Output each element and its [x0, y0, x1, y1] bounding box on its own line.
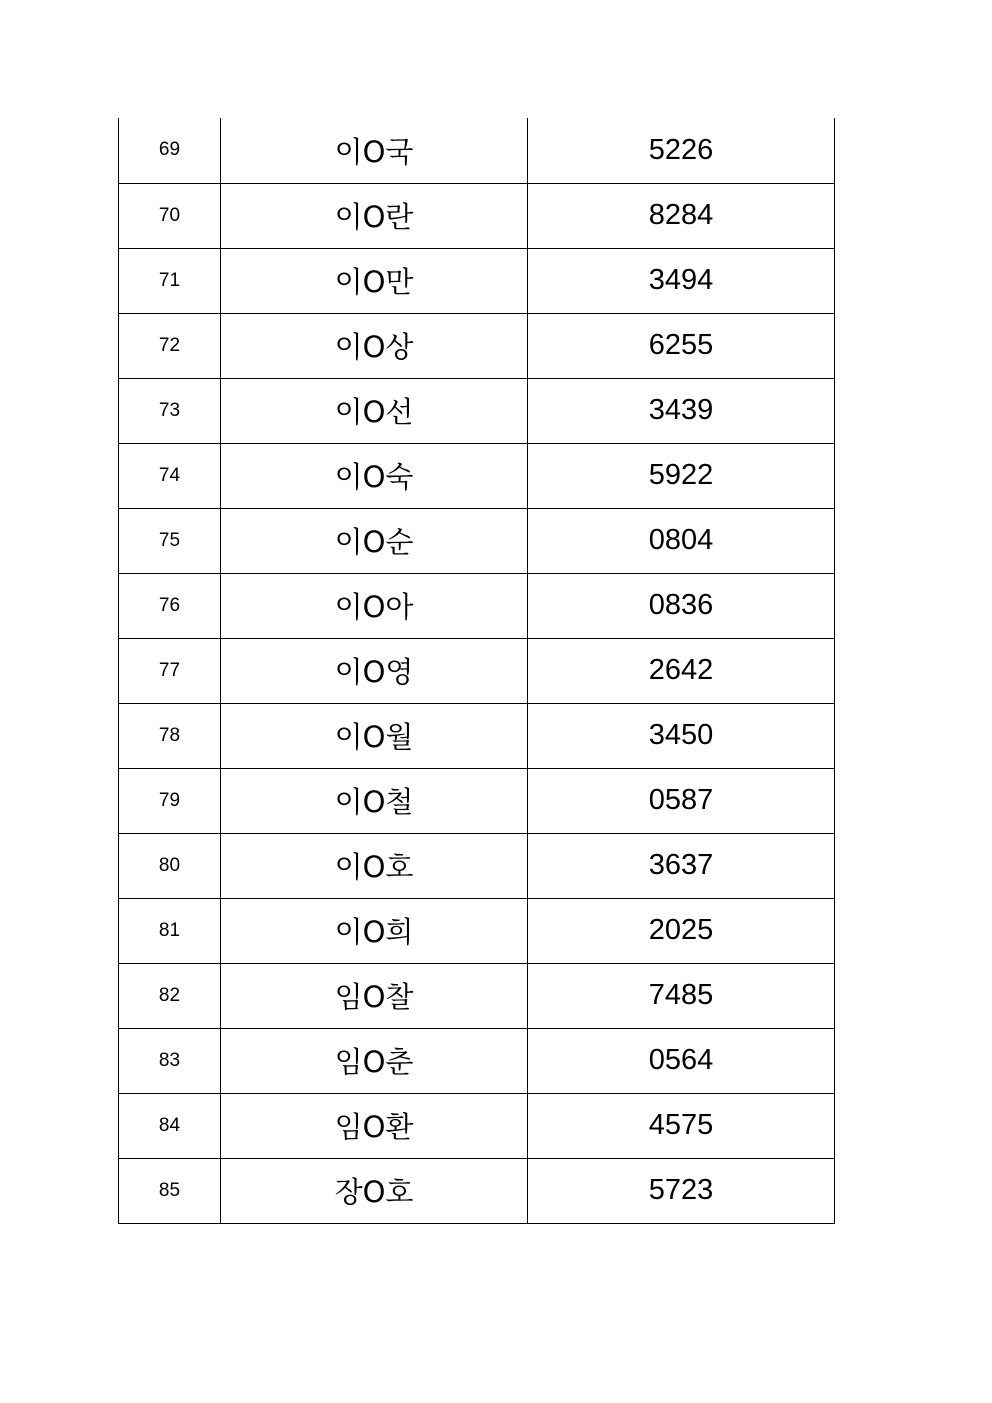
table-row — [119, 573, 835, 638]
masked-name: 이O선 — [221, 378, 528, 443]
table-row — [119, 378, 835, 443]
table-row — [119, 183, 835, 248]
id-code: 5226 — [528, 118, 835, 183]
masked-name: 이O영 — [221, 638, 528, 703]
masked-name: 임O환 — [221, 1093, 528, 1158]
masked-name: 이O순 — [221, 508, 528, 573]
row-number: 83 — [119, 1028, 221, 1093]
masked-name: 이O숙 — [221, 443, 528, 508]
id-code: 0564 — [528, 1028, 835, 1093]
table-row — [119, 1028, 835, 1093]
row-number: 82 — [119, 963, 221, 1028]
table-row — [119, 703, 835, 768]
id-code: 3439 — [528, 378, 835, 443]
masked-name: 이O아 — [221, 573, 528, 638]
masked-name: 임O춘 — [221, 1028, 528, 1093]
id-code: 5723 — [528, 1158, 835, 1223]
table-row — [119, 1158, 835, 1223]
id-code: 5922 — [528, 443, 835, 508]
id-code: 3450 — [528, 703, 835, 768]
table-row — [119, 118, 835, 183]
row-number: 80 — [119, 833, 221, 898]
masked-name: 이O국 — [221, 118, 528, 183]
id-code: 2025 — [528, 898, 835, 963]
masked-name: 임O찰 — [221, 963, 528, 1028]
masked-name: 이O란 — [221, 183, 528, 248]
table-row — [119, 508, 835, 573]
id-code: 7485 — [528, 963, 835, 1028]
row-number: 71 — [119, 248, 221, 313]
row-number: 70 — [119, 183, 221, 248]
row-number: 74 — [119, 443, 221, 508]
row-number: 84 — [119, 1093, 221, 1158]
table-row — [119, 1093, 835, 1158]
masked-name: 장O호 — [221, 1158, 528, 1223]
id-code: 6255 — [528, 313, 835, 378]
table-row — [119, 248, 835, 313]
masked-name: 이O철 — [221, 768, 528, 833]
id-code: 0836 — [528, 573, 835, 638]
row-number: 77 — [119, 638, 221, 703]
id-code: 3494 — [528, 248, 835, 313]
id-code: 0804 — [528, 508, 835, 573]
table-row — [119, 963, 835, 1028]
id-code: 4575 — [528, 1093, 835, 1158]
row-number: 85 — [119, 1158, 221, 1223]
id-code: 8284 — [528, 183, 835, 248]
row-number: 76 — [119, 573, 221, 638]
row-number: 75 — [119, 508, 221, 573]
masked-name: 이O상 — [221, 313, 528, 378]
row-number: 73 — [119, 378, 221, 443]
id-code: 3637 — [528, 833, 835, 898]
table-row — [119, 833, 835, 898]
table-row — [119, 443, 835, 508]
roster-table — [118, 118, 835, 1224]
masked-name: 이O월 — [221, 703, 528, 768]
row-number: 81 — [119, 898, 221, 963]
row-number: 79 — [119, 768, 221, 833]
masked-name: 이O만 — [221, 248, 528, 313]
id-code: 2642 — [528, 638, 835, 703]
table-row — [119, 768, 835, 833]
id-code: 0587 — [528, 768, 835, 833]
table-row — [119, 898, 835, 963]
row-number: 72 — [119, 313, 221, 378]
table-row — [119, 638, 835, 703]
masked-name: 이O희 — [221, 898, 528, 963]
row-number: 78 — [119, 703, 221, 768]
masked-name: 이O호 — [221, 833, 528, 898]
table-row — [119, 313, 835, 378]
row-number: 69 — [119, 118, 221, 183]
